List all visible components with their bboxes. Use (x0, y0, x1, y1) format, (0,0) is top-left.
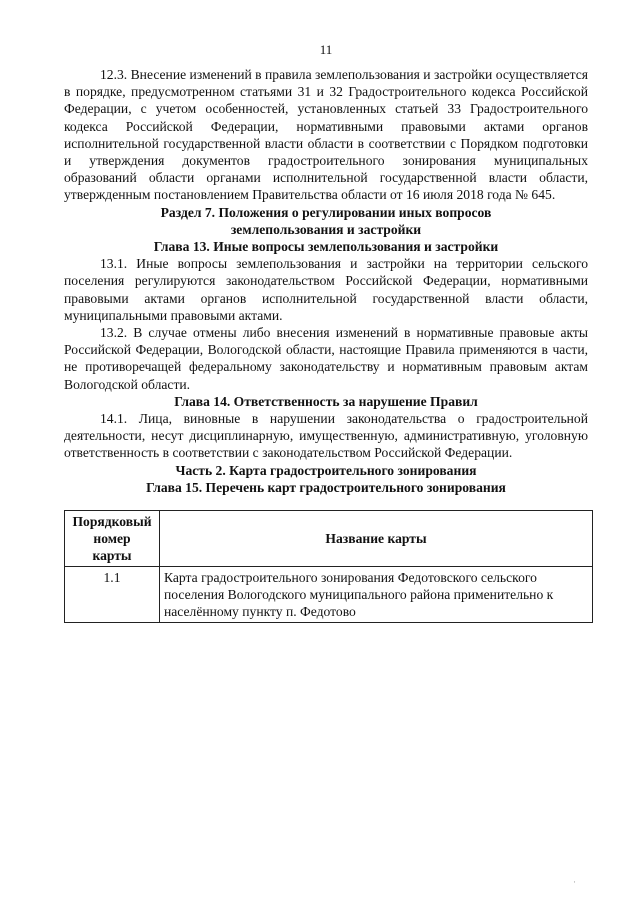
header-map-number-line-1: Порядковый (72, 514, 152, 530)
section-7-title-line-1: Раздел 7. Положения о регулировании иных вопросов (160, 204, 492, 220)
header-map-number-line-2: номер (93, 531, 131, 547)
chapter-13-title: Глава 13. Иные вопросы землепользования и застройки (153, 239, 499, 255)
map-number-cell: 1.1 (65, 567, 160, 623)
table-header-row (65, 511, 593, 567)
paragraph-13-2: 13.2. В случае отмены либо внесения изменений в нормативные правовые акты Российской Федерации, Вологодской области, настоящие Правила применяются в части, не противоречащей федеральному законодательству и нормативным правовым актам Вологодской области. (64, 325, 588, 392)
part-2-title: Часть 2. Карта градостроительного зонирования (175, 462, 477, 478)
table-row (65, 567, 593, 623)
page-number: 11 (319, 42, 333, 57)
header-map-number-line-3: карты (92, 548, 132, 564)
maps-table (64, 510, 593, 623)
paragraph-12-3: 12.3. Внесение изменений в правила землепользования и застройки осуществляется в порядке, предусмотренном статьями 31 и 32 Градостроительного кодекса Российской Федерации, с учетом особенностей, установленных статьей 33 Градостроительного кодекса Российской Федерации, нормативными правовыми актами органов исполнительной государственной власти области в соответствии с Порядком подготовки и утверждения документов градостроительного зонирования муниципальных образований области органами исполнительной государственной власти области, утвержденным постановлением Правительства области от 16 июля 2018 года № 645. (64, 67, 588, 203)
map-name-cell: Карта градостроительного зонирования Федотовского сельского поселения Вологодского муниципального района применительно к населённому пункту п. Федотово (160, 567, 593, 623)
scan-mark: · (573, 877, 576, 887)
section-7-title-line-2: землепользования и застройки (230, 221, 422, 237)
chapter-15-title: Глава 15. Перечень карт градостроительного зонирования (146, 479, 506, 495)
paragraph-14-1: 14.1. Лица, виновные в нарушении законодательства о градостроительной деятельности, несут дисциплинарную, имущественную, административную, уголовную ответственность в соответствии с законодательством Российской Федерации. (64, 411, 588, 461)
chapter-14-title: Глава 14. Ответственность за нарушение Правил (174, 393, 478, 409)
header-map-number (65, 511, 160, 567)
header-map-name: Название карты (160, 511, 593, 567)
paragraph-13-1: 13.1. Иные вопросы землепользования и застройки на территории сельского поселения регулируются законодательством Российской Федерации, нормативными правовыми актами органов исполнительной государственной власти области, муниципальными правовыми актами. (64, 256, 588, 323)
